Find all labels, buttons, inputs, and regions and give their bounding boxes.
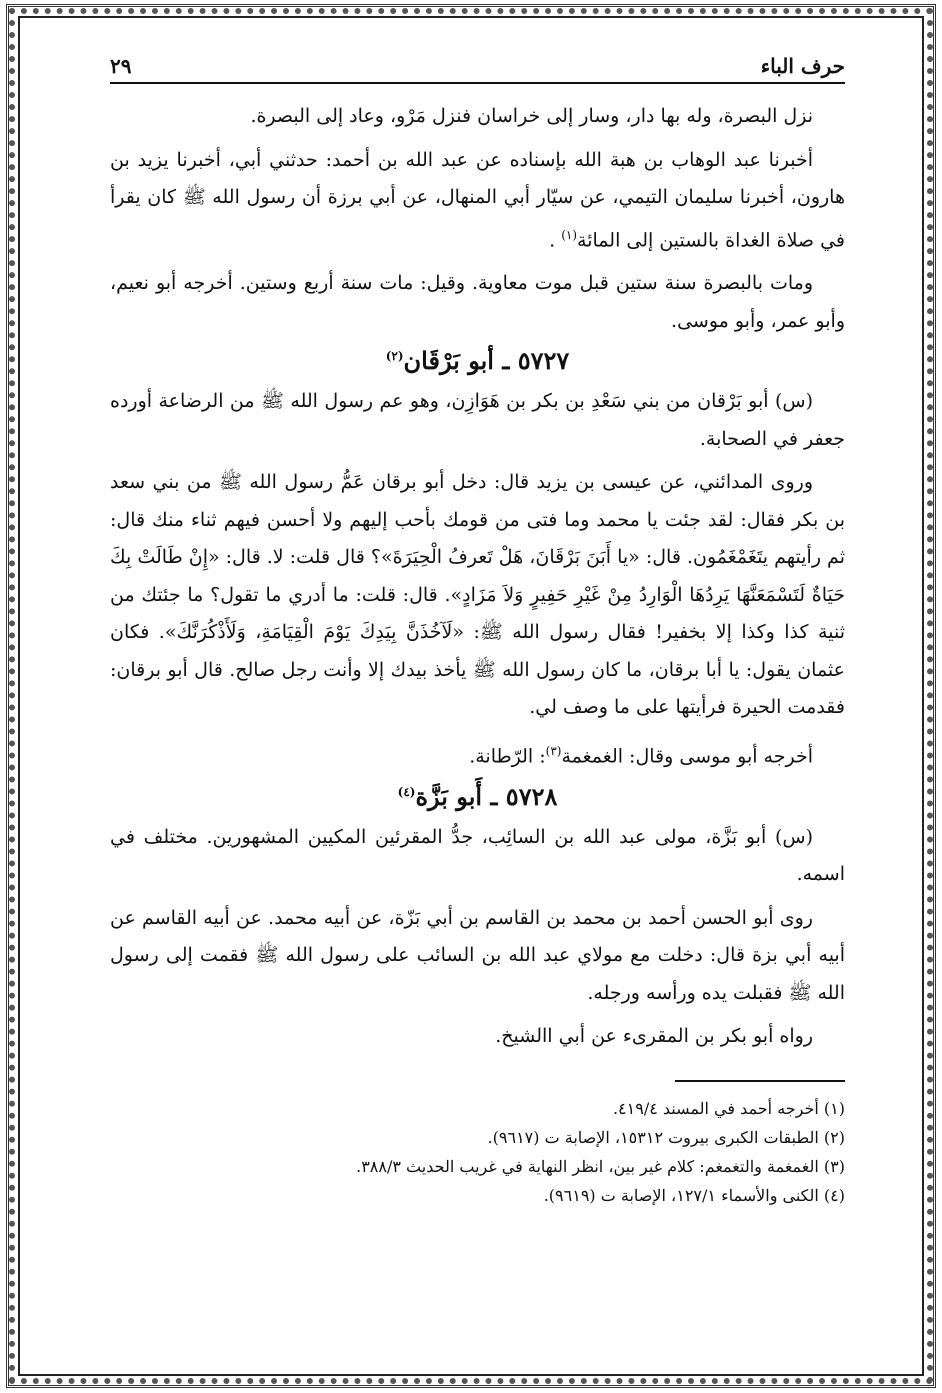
paragraph: رواه أبو بكر بن المقرىء عن أبي االشيخ.	[495, 1025, 813, 1048]
paragraph: ومات بالبصرة سنة ستين قبل موت معاوية. وقيل: مات سنة أربع وستين. أخرجه أبو نعيم، وأبو عمر، وأبو موسى.	[110, 272, 845, 332]
running-title: حرف الباء	[760, 54, 845, 78]
running-header	[110, 54, 845, 84]
paragraph: (س) أبو بَرْقان من بني سَعْدِ بن بكر بن هَوَازِن، وهو عم رسول الله ﷺ من الرضاعة أورده جعفر في الصحابة.	[110, 390, 845, 450]
entry-title: ٥٧٢٧ ـ أبو بَرْقَان	[403, 346, 570, 376]
paragraph: نزل البصرة، وله بها دار، وسار إلى خراسان فنزل مَرْو، وعاد إلى البصرة.	[250, 105, 813, 127]
page-number: ٢٩	[110, 54, 132, 78]
entry-heading	[110, 782, 845, 811]
footnote: (١) أخرجه أحمد في المسند ٤١٩/٤.	[612, 1098, 845, 1118]
footnote: (٤) الكنى والأسماء ١٢٧/١، الإصابة ت (٩٦١٩).	[543, 1185, 845, 1205]
footnote: (٣) الغمغمة والتغمغم: كلام غير بين، انظر النهاية في غريب الحديث ٣٨٨/٣.	[356, 1156, 845, 1176]
paragraph: وروى المدائني، عن عيسى بن يزيد قال: دخل أبو برقان عَمُّ رسول الله ﷺ من بني سعد بن بكر فقال: لقد جئت يا محمد وما فتى من قومك بأحب إليهم ولا أحسن فيهم ثناء منك قال: ثم رأيتهم يتَغَمْغَمُون. قال: «يا أَبَنَ بَرْقَانَ، هَلْ تَعرفُ الْحِيَرَةَ»؟ قال قلت: لا. قال: «إِنْ طَالَتْ بِكَ حَيَاةٌ لَتَسْمَعَنَّهَا يَرِدُهَا الْوَارِدُ مِنْ غَيْرِ حَفِيرٍ وَلاَ مَزَادٍ». قال: قلت: ما أدري ما تقول؟ ما جئتك من ثنية كذا وكذا إلا بخفير! فقال رسول الله ﷺ: «لَآخُذَنَّ بِيَدِكَ يَوْمَ الْقِيَامَةِ، وَلَأَذْكُرَنَّكَ». فكان عثمان يقول: يا أبا برقان، ما كان رسول الله ﷺ يأخذ بيدك إلا وأنت رجل صالح. قال أبو برقان: فقدمت الحيرة فرأيتها على ما وصف لي.	[110, 471, 845, 719]
footnote-ref: (٣)	[545, 743, 562, 758]
footnote-ref: (١)	[561, 227, 578, 242]
paragraph-text: أخبرنا عبد الوهاب بن هبة الله بإسناده عن عبد الله بن أحمد: حدثني أبي، أخبرنا يزيد بن هارون، أخبرنا سليمان التيمي، عن سيّار أبي المنهال، عن أبي برزة أن رسول الله ﷺ كان يقرأ في صلاة الغداة بالستين إلى المائة	[110, 148, 845, 251]
paragraph-text: : الرّطانة.	[469, 745, 546, 768]
entry-title: ٥٧٢٨ ـ أَبو بَزَّة	[415, 781, 558, 811]
paragraph: (س) أبو بَزَّة، مولى عبد الله بن السائِب، جدُّ المقرئين المكيين المشهورين. مختلف في اسمه.	[110, 825, 845, 886]
footnote: (٢) الطبقات الكبرى بيروت ١٥٣١٢، الإصابة ت (٩٦١٧).	[487, 1127, 845, 1147]
paragraph-text: أخرجه أبو موسى وقال: الغمغمة	[561, 745, 813, 768]
page-content	[110, 54, 845, 1210]
footnote-divider	[675, 1080, 845, 1082]
footnote-ref: (٤)	[397, 784, 416, 799]
footnote-ref: (٢)	[385, 349, 404, 364]
entry-heading	[110, 346, 845, 375]
paragraph	[110, 733, 845, 776]
paragraph: أخبرنا عبد الوهاب بن هبة الله بإسناده عن عبد الله بن أحمد: حدثني أبي، أخبرنا يزيد بن هارون، أخبرنا سليمان التيمي، عن سيّار أبي المنهال، عن أبي برزة أن رسول الله ﷺ كان يقرأ في صلاة الغداة بالستين إلى المائة$^{(١)}$ .	[110, 148, 845, 251]
paragraph: روى أبو الحسن أحمد بن محمد بن القاسم بن أبي بَزّة، عن أبيه محمد. عن أبيه القاسم عن أبيه أبي بزة قال: دخلت مع مولاي عبد الله بن السائب على رسول الله ﷺ فقمت إلى رسول الله ﷺ فقبلت يده ورأسه ورجله.	[110, 906, 845, 1004]
